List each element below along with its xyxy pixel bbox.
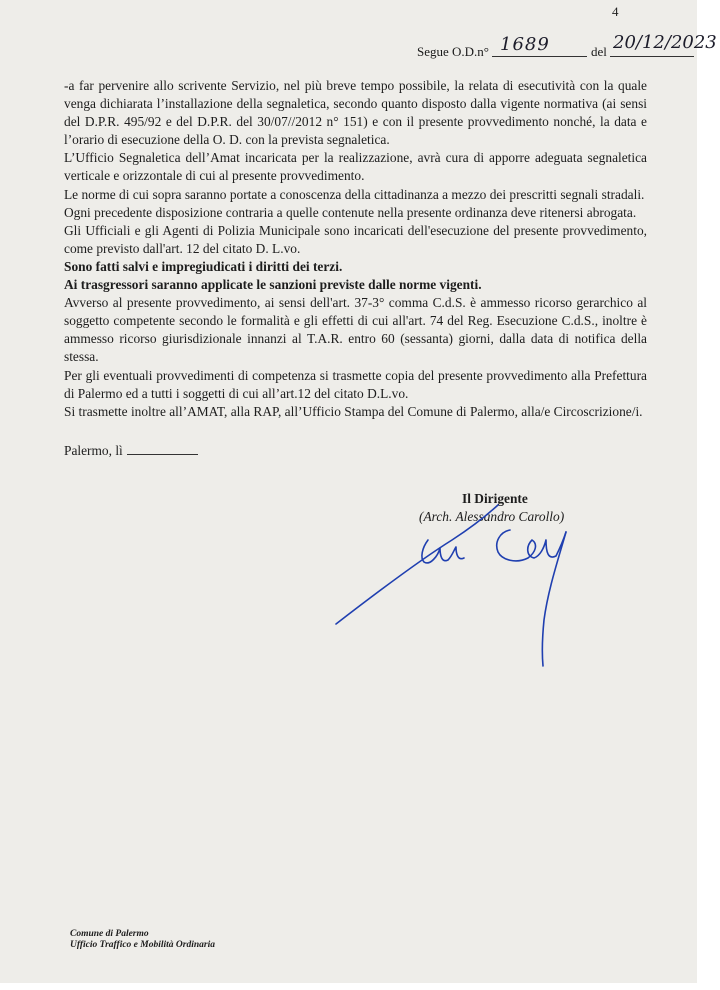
paragraph-diritti-terzi: Sono fatti salvi e impregiudicati i diritti dei terzi.: [64, 258, 343, 274]
document-body: [64, 77, 647, 421]
od-date-blank: [610, 56, 694, 57]
place-date-line: [64, 442, 198, 459]
paragraph-prefettura: Per gli eventuali provvedimenti di competenza si trasmette copia del presente provvedimento alla Prefettura di Palermo ed a tutti i soggetti di cui all’art.12 del citato D.L.vo.: [64, 367, 647, 401]
od-date-handwritten: 20/12/2023: [613, 32, 717, 53]
paragraph-ricorso: Avverso al presente provvedimento, ai sensi dell'art. 37-3° comma C.d.S. è ammesso ricorso gerarchico al soggetto competente secondo le formalità e gli effetti di cui all'art. 74 del Reg. Esecuzione C.d.S., inoltre è ammesso ricorso giurisdizionale innanzi al T.A.R. entro 60 (sessanta) giorni, dalla data di notifica della stessa.: [64, 295, 647, 365]
footer-line-2: Ufficio Traffico e Mobilità Ordinaria: [70, 940, 215, 950]
paragraph-abrogata: Ogni precedente disposizione contraria a quelle contenute nella presente ordinanza deve ritenersi abrogata.: [64, 204, 637, 220]
signer-title: Il Dirigente: [462, 491, 528, 506]
footer-line-1: Comune di Palermo: [70, 929, 149, 939]
paragraph-sanzioni: Ai trasgressori saranno applicate le sanzioni previste dalle norme vigenti.: [64, 277, 482, 293]
segue-label: Segue O.D.n°: [417, 44, 489, 59]
od-number-handwritten: 1689: [500, 34, 550, 55]
date-blank: [127, 442, 198, 455]
signer-name: (Arch. Alessandro Carollo): [419, 509, 565, 524]
paragraph-trasmissione: Si trasmette inoltre all’AMAT, alla RAP, all’Ufficio Stampa del Comune di Palermo, alla/e Circoscrizione/i.: [64, 403, 643, 419]
place-label: Palermo, lì: [64, 443, 123, 458]
page-number: 4: [612, 4, 619, 19]
del-label: del: [591, 44, 607, 59]
paragraph-norme: Le norme di cui sopra saranno portate a conoscenza della cittadinanza a mezzo dei prescritti segnali stradali.: [64, 186, 645, 202]
footer: [70, 929, 215, 951]
paragraph-polizia-municipale: Gli Ufficiali e gli Agenti di Polizia Municipale sono incaricati dell'esecuzione del presente provvedimento, come previsto dall'art. 12 del citato D. L.vo.: [64, 222, 647, 256]
od-number-blank: [492, 56, 587, 57]
paragraph-relata: -a far pervenire allo scrivente Servizio, nel più breve tempo possibile, la relata di esecutività con la quale venga dichiarata l’installazione della segnaletica, secondo quanto disposto dalla vigente normativa (ai sensi del D.P.R. 495/92 e del D.P.R. del 30/07//2012 n° 151) e con il presente provvedimento nonché, la data e l’orario di esecuzione della O. D. con la prevista segnaletica.: [64, 78, 647, 148]
paragraph-ufficio-segnaletica: L’Ufficio Segnaletica dell’Amat incaricata per la realizzazione, avrà cura di apporre adeguata segnaletica verticale e orizzontale di cui al presente provvedimento.: [64, 150, 647, 184]
